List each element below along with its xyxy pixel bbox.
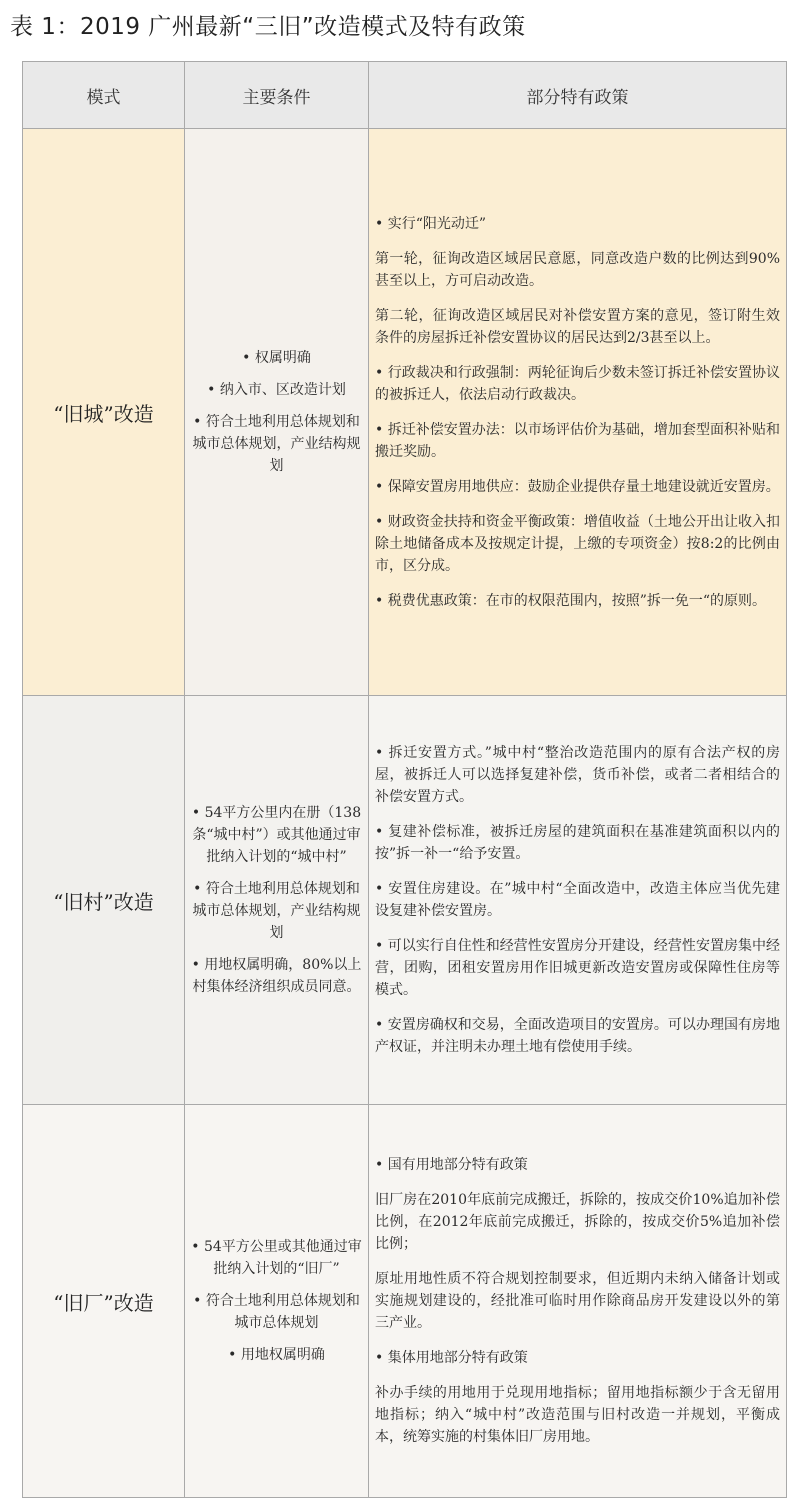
mode-cell: “旧厂”改造 bbox=[23, 1105, 185, 1498]
policies-cell bbox=[369, 1105, 787, 1498]
policy-item: • 拆迁补偿安置办法：以市场评估价为基础，增加套型面积补贴和搬迁奖励。 bbox=[375, 421, 780, 460]
policy-item: • 实行“阳光动迁” bbox=[375, 215, 487, 232]
policy-item: 补办手续的用地用于兑现用地指标；留用地指标额少于含无留用地指标；纳入“城中村”改造范围与旧村改造一并规划，平衡成本，统筹实施的村集体旧厂房用地。 bbox=[375, 1385, 780, 1445]
table-row-old-city bbox=[23, 129, 787, 696]
policy-item: • 拆迁安置方式。”城中村“整治改造范围内的原有合法产权的房屋，被拆迁人可以选择复建补偿，货币补偿，或者二者相结合的补偿安置方式。 bbox=[375, 745, 780, 805]
condition-item: • 54平方公里或其他通过审批纳入计划的“旧厂” bbox=[191, 1239, 362, 1277]
header-policies: 部分特有政策 bbox=[369, 62, 787, 129]
conditions-cell bbox=[185, 129, 369, 696]
table-row-old-factory bbox=[23, 1105, 787, 1498]
header-conditions: 主要条件 bbox=[185, 62, 369, 129]
table-row-old-village bbox=[23, 696, 787, 1105]
condition-item: • 权属明确 bbox=[242, 350, 311, 366]
policy-item: • 安置住房建设。在”城中村“全面改造中，改造主体应当优先建设复建补偿安置房。 bbox=[375, 881, 780, 919]
conditions-cell bbox=[185, 696, 369, 1105]
policy-item: • 国有用地部分特有政策 bbox=[375, 1157, 528, 1173]
policy-item: • 集体用地部分特有政策 bbox=[375, 1350, 528, 1366]
mode-cell: “旧城”改造 bbox=[23, 129, 185, 696]
header-mode: 模式 bbox=[23, 62, 185, 129]
policy-item: • 行政裁决和行政强制：两轮征询后少数未签订拆迁补偿安置协议的被拆迁人，依法启动行政裁决。 bbox=[375, 364, 780, 403]
policy-table bbox=[22, 61, 787, 1498]
policy-item: • 税费优惠政策：在市的权限范围内，按照”拆一免一“的原则。 bbox=[375, 592, 767, 609]
policies-cell bbox=[369, 696, 787, 1105]
condition-item: • 符合土地利用总体规划和城市总体规划，产业结构规划 bbox=[192, 414, 361, 474]
condition-item: • 用地权属明确，80%以上村集体经济组织成员同意。 bbox=[191, 957, 362, 995]
condition-item: • 纳入市、区改造计划 bbox=[207, 382, 346, 398]
condition-item: • 用地权属明确 bbox=[228, 1347, 325, 1363]
policy-item: • 可以实行自住性和经营性安置房分开建设，经营性安置房集中经营，团购，团租安置房用作旧城更新改造安置房或保障性住房等模式。 bbox=[375, 938, 780, 998]
condition-item: • 符合土地利用总体规划和城市总体规划 bbox=[193, 1293, 360, 1331]
policy-item: • 保障安置房用地供应：鼓励企业提供存量土地建设就近安置房。 bbox=[375, 478, 780, 495]
policy-item: 旧厂房在2010年底前完成搬迁，拆除的，按成交价10%追加补偿比例，在2012年底前完成搬迁，拆除的，按成交价5%追加补偿比例； bbox=[375, 1192, 780, 1252]
mode-cell: “旧村”改造 bbox=[23, 696, 185, 1105]
policy-item: 第一轮，征询改造区域居民意愿，同意改造户数的比例达到90%甚至以上，方可启动改造。 bbox=[375, 250, 780, 289]
condition-item: • 54平方公里内在册（138条“城中村”）或其他通过审批纳入计划的“城中村” bbox=[191, 805, 362, 865]
policy-item: • 财政资金扶持和资金平衡政策：增值收益（土地公开出让收入扣除土地储备成本及按规定计提，上缴的专项资金）按8:2的比例由市，区分成。 bbox=[375, 513, 780, 574]
header-row bbox=[23, 62, 787, 129]
conditions-cell bbox=[185, 1105, 369, 1498]
policy-item: • 复建补偿标准，被拆迁房屋的建筑面积在基准建筑面积以内的按”拆一补一“给予安置。 bbox=[375, 824, 780, 862]
policies-cell bbox=[369, 129, 787, 696]
table-title: 表 1：2019 广州最新“三旧”改造模式及特有政策 bbox=[10, 14, 526, 40]
condition-item: • 符合土地利用总体规划和城市总体规划，产业结构规划 bbox=[192, 881, 361, 941]
policy-item: 第二轮，征询改造区域居民对补偿安置方案的意见，签订附生效条件的房屋拆迁补偿安置协议的居民达到2/3甚至以上。 bbox=[375, 307, 780, 346]
policy-item: 原址用地性质不符合规划控制要求，但近期内未纳入储备计划或实施规划建设的，经批准可临时用作除商品房开发建设以外的第三产业。 bbox=[375, 1271, 780, 1331]
policy-item: • 安置房确权和交易，全面改造项目的安置房。可以办理国有房地产权证，并注明未办理土地有偿使用手续。 bbox=[375, 1017, 780, 1055]
